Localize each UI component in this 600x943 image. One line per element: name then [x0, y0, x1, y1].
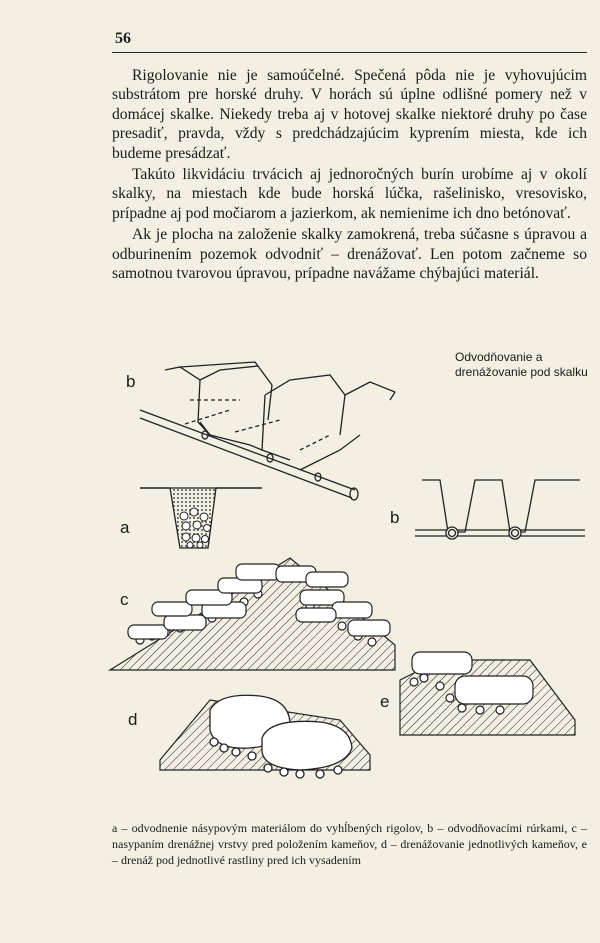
label-b-right: b [390, 508, 400, 527]
figure-title: Odvodňovanie a drenážovanie pod skalku [455, 350, 588, 379]
paragraph-3: Ak je plocha na založenie skalky zamokrená, treba súčasne s úpravou a odburinením pozemok odvodniť – drenážovať. Len potom začneme so samotnou tvarovou úpravou, prípadne navážame chýbajúci materiál. [112, 226, 587, 283]
diagram-b-perspective [140, 362, 395, 500]
label-a: a [120, 518, 130, 537]
header-rule [112, 52, 587, 53]
body-text [112, 66, 587, 285]
paragraph-2: Takúto likvidáciu trvácich aj jednoročných burín urobíme aj v okolí skalky, na miestach kde bude horská lúčka, rašelinisko, vresovisko, prípadne aj pod močiarom a jazierkom, ak nemienime ich dno betónovať. [112, 166, 587, 222]
drainage-illustration [0, 340, 600, 820]
diagram-b-section [415, 480, 585, 539]
diagram-c-mound [110, 558, 395, 670]
label-d: d [128, 710, 138, 729]
label-b-top: b [126, 372, 136, 391]
diagram-a-trench [140, 488, 262, 548]
diagram-d-stones [160, 695, 370, 778]
paragraph-1: Rigolovanie nie je samoúčelné. Spečená pôda nie je vyhovujúcim substrátom pre horské druhy. V horách sú úplne odlišné pomery než v domácej skalke. Niekedy treba aj v hotovej skalke niektoré druhy po čase presadiť, pravda, vždy s predchádzajúcim kyprením miesta, kde ich budeme presádzať. [112, 67, 587, 162]
figure-caption: a – odvodnenie násypovým materiálom do vyhĺbených rigolov, b – odvodňovacími rúrkami, c – nasypaním drenážnej vrstvy pred položením kameňov, d – drenážovanie jednotlivých kameňov, e – drenáž pod jednotlivé rastliny pred ich vysadením [112, 821, 587, 867]
label-c: c [120, 590, 129, 609]
page-number: 56 [115, 30, 131, 47]
diagram-e-terrace [400, 652, 575, 735]
label-e: e [380, 692, 390, 711]
